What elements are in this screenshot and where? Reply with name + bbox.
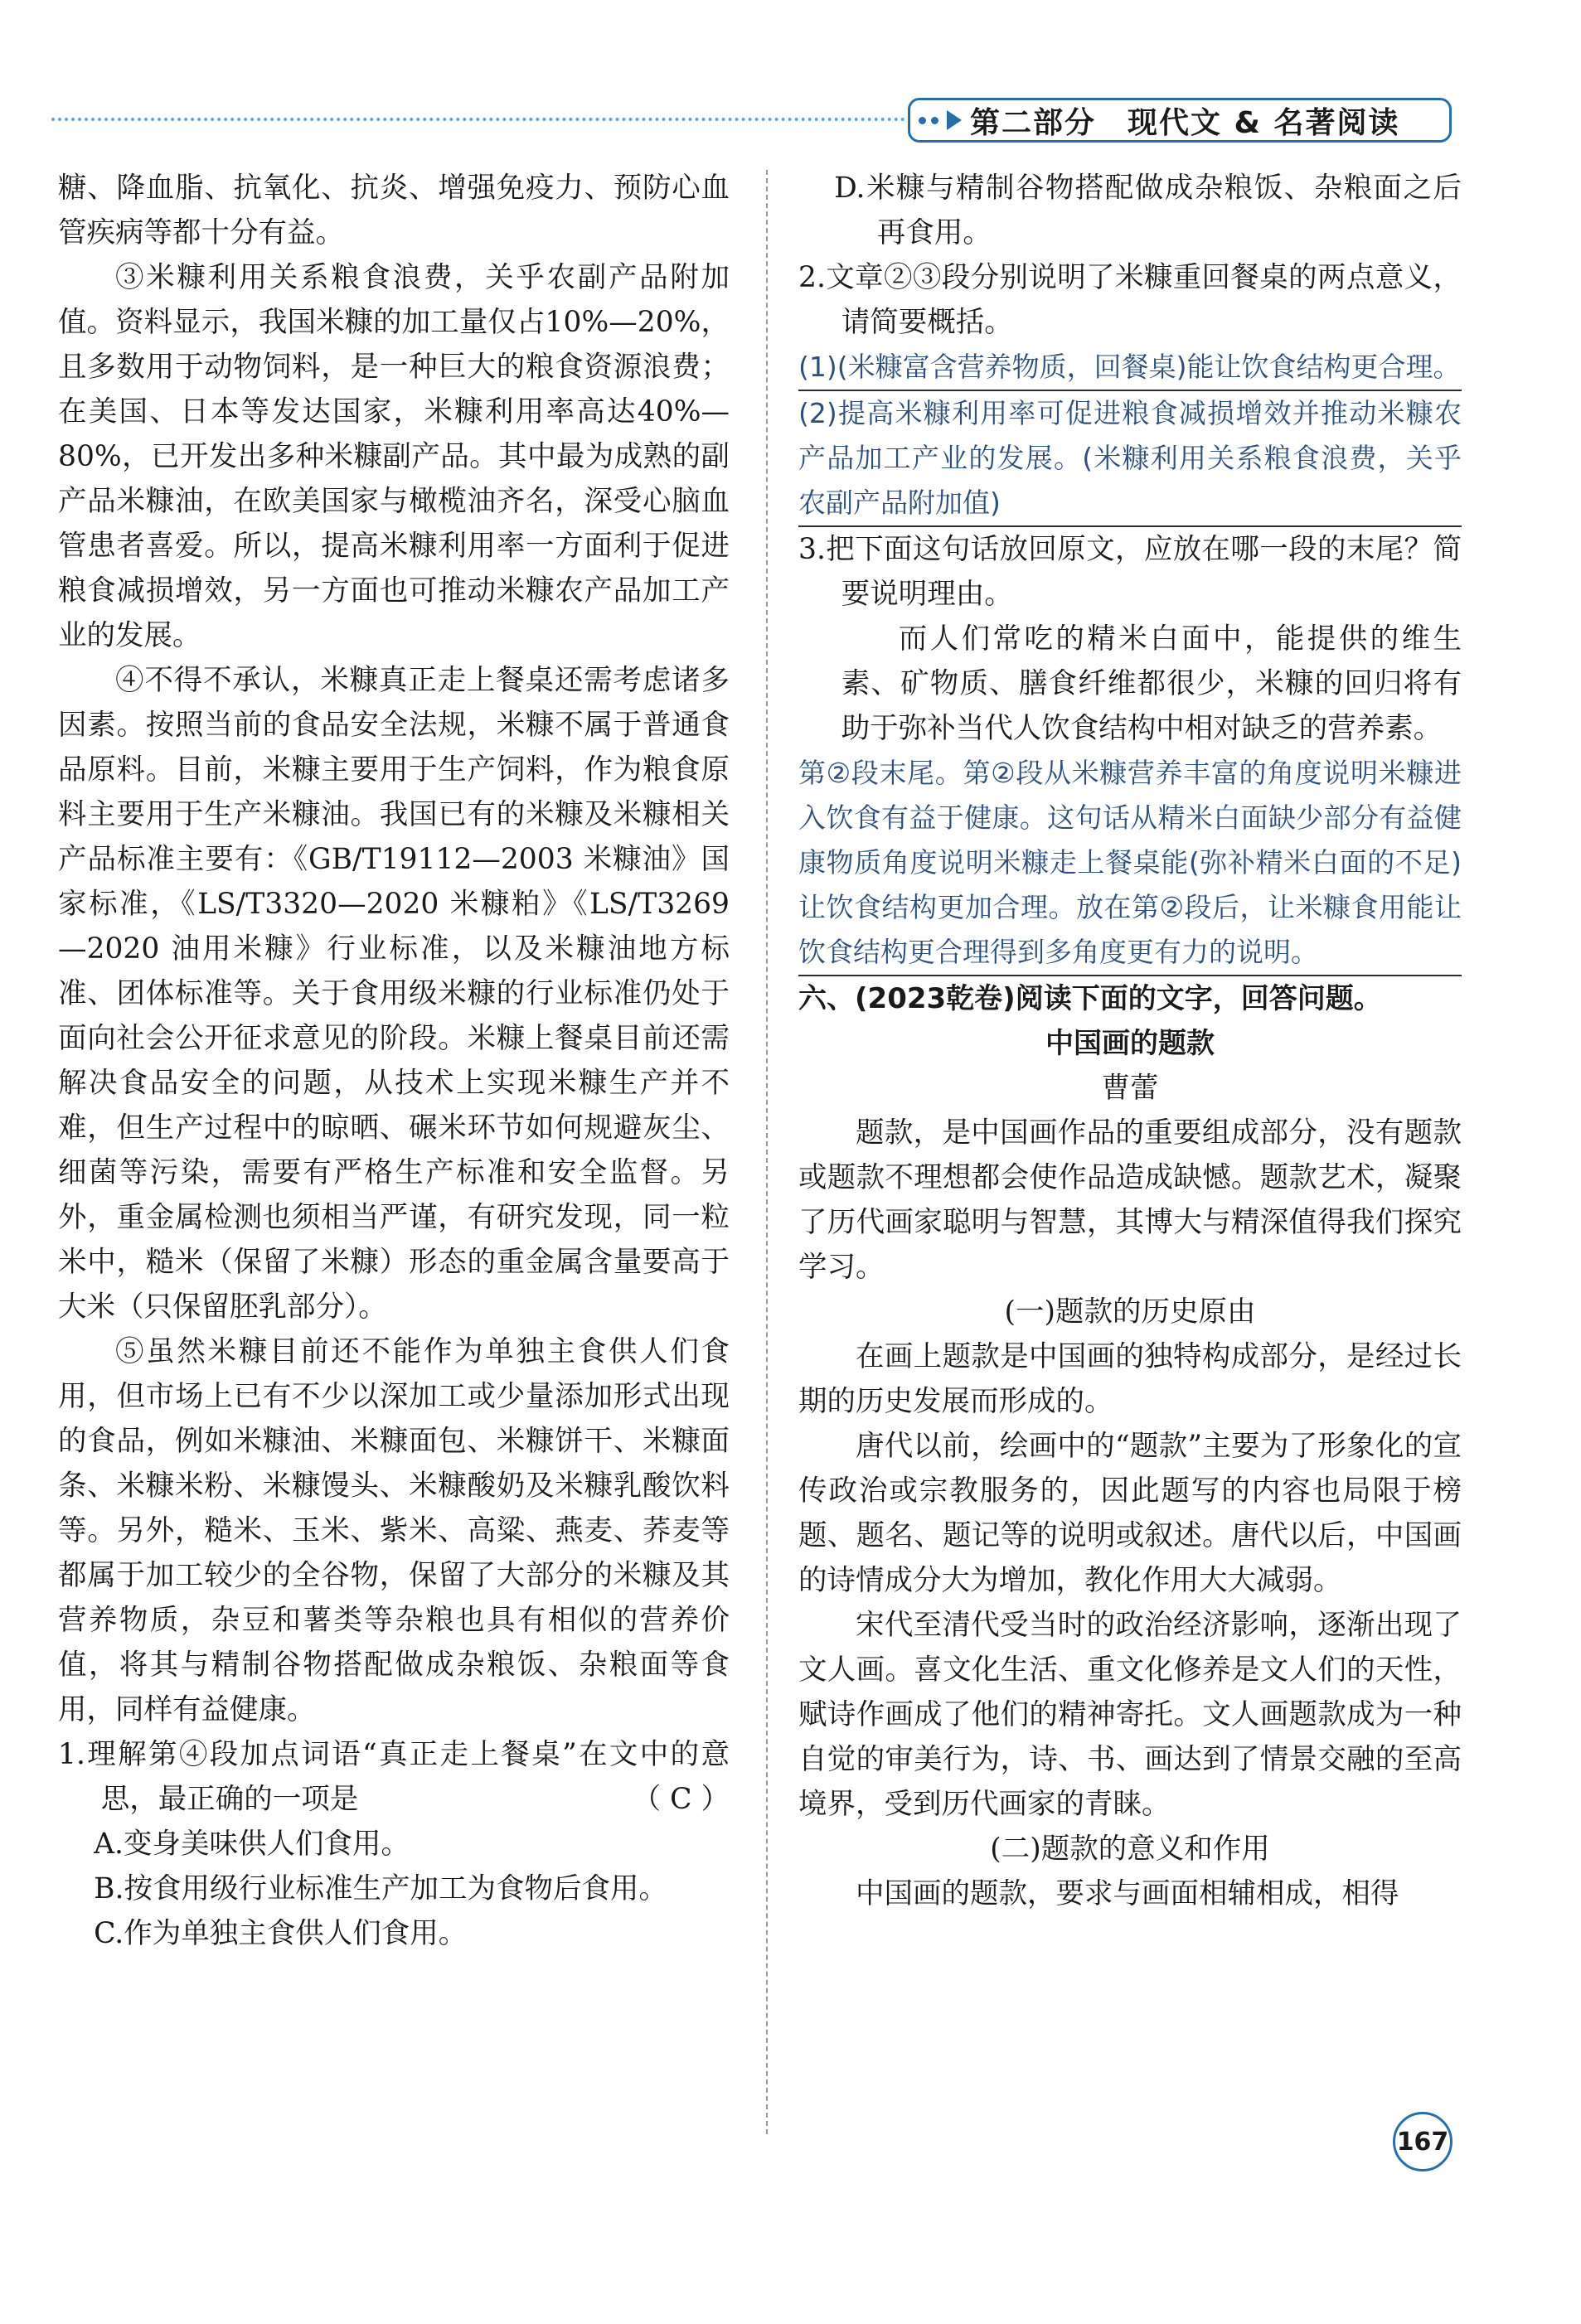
question-1 (58, 1732, 730, 1822)
article-paragraph-3: 唐代以前，绘画中的“题款”主要为了形象化的宣传政治或宗教服务的，因此题写的内容也局限于榜题、题名、题记等的说明或叙述。唐代以后，中国画的诗情成分大为增加，教化作用大大减弱。 (798, 1430, 1462, 1597)
paragraph-3: ③米糠利用关系粮食浪费，关乎农副产品附加值。资料显示，我国米糠的加工量仅占10%—20%，且多数用于动物饲料，是一种巨大的粮食资源浪费；在美国、日本等发达国家，米糠利用率高达40%—80%，已开发出多种米糠副产品。其中最为成熟的副产品米糠油，在欧美国家与橄榄油齐名，深受心脑血管患者喜爱。所以，提高米糠利用率一方面利于促进粮食减损增效，另一方面也可推动米糠农产品加工产业的发展。 (58, 261, 730, 652)
paragraph-2-end: 糖、降血脂、抗氧化、抗炎、增强免疫力、预防心血管疾病等都十分有益。 (58, 172, 730, 249)
article-author: 曹蕾 (1101, 1072, 1159, 1105)
paragraph-4: ④不得不承认，米糠真正走上餐桌还需考虑诸多因素。按照当前的食品安全法规，米糠不属于普通食品原料。目前，米糠主要用于生产饲料，作为粮食原料主要用于生产米糠油。我国已有的米糠及米糠相关产品标准主要有：《GB/T19112—2003 米糠油》国家标准，《LS/T3320—2020 米糠粕》《LS/T3269—2020 油用米糠》行业标准，以及米糠油地方标准、团体标准等。关于食用级米糠的行业标准仍处于面向社会公开征求意见的阶段。米糠上餐桌目前还需解决食品安全的问题，从技术上实现米糠生产并不难，但生产过程中的晾晒、碾米环节如何规避灰尘、细菌等污染，需要有严格生产标准和安全监督。另外，重金属检测也须相当严谨，有研究发现，同一粒米中，糙米（保留了米糠）形态的重金属含量要高于大米（只保留胚乳部分）。 (58, 664, 730, 1324)
column-divider (766, 170, 768, 2134)
article-paragraph-5: 中国画的题款，要求与画面相辅相成，相得 (856, 1877, 1399, 1910)
article-paragraph-4: 宋代至清代受当时的政治经济影响，逐渐出现了文人画。喜文化生活、重文化修养是文人们的天性，赋诗作画成了他们的精神寄托。文人画题款成为一种自觉的审美行为，诗、书、画达到了情景交融的至高境界，受到历代画家的青睐。 (798, 1609, 1462, 1821)
option-d: D.米糠与精制谷物搭配做成杂粮饭、杂粮面之后再食用。 (834, 172, 1462, 249)
option-c: C.作为单独主食供人们食用。 (94, 1917, 468, 1950)
article-title: 中国画的题款 (1045, 1027, 1215, 1060)
left-column (58, 166, 730, 1956)
subheading-1: (一)题款的历史原由 (1004, 1295, 1256, 1329)
answer-2-part-1: (1)(米糠富含营养物质，回餐桌)能让饮食结构更合理。 (798, 345, 1462, 391)
question-1-text: 1.理解第④段加点词语“真正走上餐桌”在文中的意思，最正确的一项是 (58, 1738, 730, 1816)
paragraph-5: ⑤虽然米糠目前还不能作为单独主食供人们食用，但市场上已有不少以深加工或少量添加形式出现的食品，例如米糠油、米糠面包、米糠饼干、米糠面条、米糠米粉、米糠馒头、米糠酸奶及米糠乳酸饮料等。另外，糙米、玉米、紫米、高粱、燕麦、荞麦等都属于加工较少的全谷物，保留了大部分的米糠及其营养物质，杂豆和薯类等杂粮也具有相似的营养价值，将其与精制谷物搭配做成杂粮饭、杂粮面等食用，同样有益健康。 (58, 1335, 730, 1726)
article-paragraph-1: 题款，是中国画作品的重要组成部分，没有题款或题款不理想都会使作品造成缺憾。题款艺术，凝聚了历代画家聪明与智慧，其博大与精深值得我们探究学习。 (798, 1116, 1462, 1284)
right-column (798, 166, 1462, 1916)
question-2: 2.文章②③段分别说明了米糠重回餐桌的两点意义，请简要概括。 (798, 261, 1462, 339)
section-header-badge (908, 98, 1452, 143)
answer-2-part-2: (2)提高米糠利用率可促进粮食减损增效并推动米糠农产品加工产业的发展。(米糠利用关系粮食浪费，关乎农副产品附加值) (798, 391, 1462, 527)
article-paragraph-2: 在画上题款是中国画的独特构成部分，是经过长期的历史发展而形成的。 (798, 1340, 1462, 1418)
question-1-answer: （ C ） (632, 1783, 730, 1816)
arrow-dots-icon (919, 110, 962, 130)
question-3: 3.把下面这句话放回原文，应放在哪一段的末尾？简要说明理由。 (798, 533, 1462, 611)
answer-3: 第②段末尾。第②段从米糠营养丰富的角度说明米糠进入饮食有益于健康。这句话从精米白面缺少部分有益健康物质角度说明米糠走上餐桌能(弥补精米白面的不足)让饮食结构更加合理。放在第②段后，让米糠食用能让饮食结构更合理得到多角度更有力的说明。 (798, 751, 1462, 976)
question-3-quote: 而人们常吃的精米白面中，能提供的维生素、矿物质、膳食纤维都很少，米糠的回归将有助于弥补当代人饮食结构中相对缺乏的营养素。 (841, 622, 1462, 745)
option-a: A.变身美味供人们食用。 (94, 1828, 410, 1861)
page-number: 167 (1393, 2112, 1452, 2171)
section-6-heading: 六、(2023乾卷)阅读下面的文字，回答问题。 (798, 982, 1382, 1015)
section-header-title: 第二部分 现代文 & 名著阅读 (970, 105, 1400, 140)
subheading-2: (二)题款的意义和作用 (990, 1833, 1270, 1866)
option-b: B.按食用级行业标准生产加工为食物后食用。 (94, 1872, 667, 1905)
header-dotted-rule (51, 118, 905, 121)
